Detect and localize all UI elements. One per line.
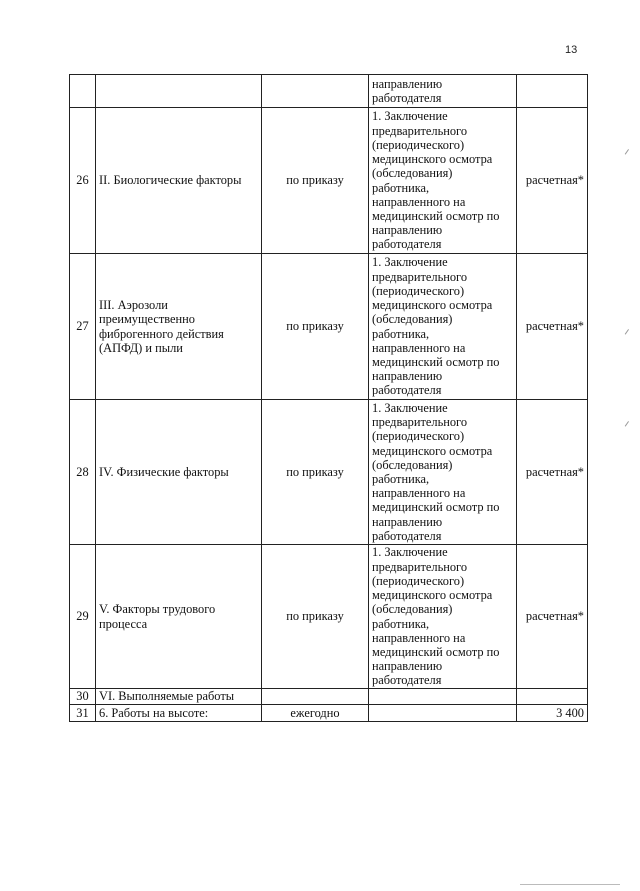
row-number: 30 <box>70 689 96 705</box>
basis-line: направлению <box>372 223 443 238</box>
basis-line: медицинский осмотр по <box>372 500 500 515</box>
basis-cell <box>369 400 517 545</box>
basis-cell <box>369 689 517 705</box>
cost-cell: расчетная* <box>517 400 588 545</box>
scan-speck <box>625 421 633 429</box>
basis-line: (периодического) <box>372 573 465 588</box>
basis-line: (обследования) <box>372 602 453 617</box>
basis-line: (обследования) <box>372 457 453 472</box>
period-cell: по приказу <box>262 254 369 400</box>
basis-cell <box>369 254 517 400</box>
medical-exam-table <box>69 74 588 722</box>
basis-line: работника, <box>372 326 430 341</box>
basis-line: работодателя <box>372 91 442 105</box>
period-cell <box>262 689 369 705</box>
basis-line: 1. Заключение <box>372 109 448 124</box>
basis-line: предварительного <box>372 559 468 574</box>
basis-line: медицинского осмотра <box>372 443 493 458</box>
cost-cell <box>517 75 588 108</box>
basis-line: работодателя <box>372 237 442 252</box>
scan-edge-line <box>520 884 620 885</box>
basis-line: медицинский осмотр по <box>372 354 500 369</box>
basis-line: предварительного <box>372 415 468 430</box>
factor-cell: VI. Выполняемые работы <box>96 689 262 705</box>
basis-line: (периодического) <box>372 429 465 444</box>
basis-line: работодателя <box>372 383 442 398</box>
cost-cell <box>517 689 588 705</box>
basis-line: 1. Заключение <box>372 545 448 560</box>
table-row <box>70 400 588 545</box>
basis-line: (обследования) <box>372 166 453 181</box>
table-row <box>70 108 588 254</box>
basis-line: работника, <box>372 472 430 486</box>
factor-cell <box>96 75 262 108</box>
cost-cell: 3 400 <box>517 705 588 722</box>
row-number: 31 <box>70 705 96 722</box>
row-number: 28 <box>70 400 96 545</box>
basis-line: медицинского осмотра <box>372 152 493 167</box>
basis-line: медицинский осмотр по <box>372 644 500 659</box>
basis-line: медицинского осмотра <box>372 588 493 603</box>
basis-line: направленного на <box>372 194 466 209</box>
basis-line: направлению <box>372 514 443 529</box>
factor-cell: II. Биологические факторы <box>96 108 262 254</box>
page-number: 13 <box>565 44 578 56</box>
table-body <box>70 75 588 722</box>
basis-line: направлению <box>372 369 443 384</box>
basis-line: медицинского осмотра <box>372 298 493 313</box>
basis-line: предварительного <box>372 123 468 138</box>
basis-line: работника, <box>372 616 430 631</box>
table-row <box>70 705 588 722</box>
basis-line: предварительного <box>372 269 468 284</box>
scan-speck <box>625 149 633 157</box>
row-number: 29 <box>70 545 96 689</box>
basis-line: направлению <box>372 659 443 674</box>
basis-line: направленного на <box>372 486 466 501</box>
basis-cell <box>369 75 517 108</box>
period-cell <box>262 75 369 108</box>
basis-line: (обследования) <box>372 312 453 327</box>
table-row <box>70 254 588 400</box>
period-cell: по приказу <box>262 545 369 689</box>
factor-cell: IV. Физические факторы <box>96 400 262 545</box>
cost-cell: расчетная* <box>517 545 588 689</box>
cost-cell: расчетная* <box>517 254 588 400</box>
cost-cell: расчетная* <box>517 108 588 254</box>
row-number: 27 <box>70 254 96 400</box>
basis-line: направлению <box>372 76 443 91</box>
basis-line: (периодического) <box>372 137 465 152</box>
period-cell: по приказу <box>262 108 369 254</box>
basis-line: (периодического) <box>372 283 465 298</box>
basis-cell <box>369 108 517 254</box>
table-row <box>70 689 588 705</box>
basis-cell <box>369 545 517 689</box>
period-cell: ежегодно <box>262 705 369 722</box>
scan-speck <box>625 329 633 337</box>
basis-line: работника, <box>372 180 430 195</box>
basis-line: медицинский осмотр по <box>372 208 500 223</box>
row-number: 26 <box>70 108 96 254</box>
basis-line: 1. Заключение <box>372 255 448 270</box>
basis-line: работодателя <box>372 673 442 688</box>
period-cell: по приказу <box>262 400 369 545</box>
basis-cell <box>369 705 517 722</box>
factor-cell: III. Аэрозоли преимущественно фиброгенного действия (АПФД) и пыли <box>96 254 262 400</box>
table-row <box>70 545 588 689</box>
factor-cell: V. Факторы трудового процесса <box>96 545 262 689</box>
row-number <box>70 75 96 108</box>
basis-line: направленного на <box>372 340 466 355</box>
factor-cell: 6. Работы на высоте: <box>96 705 262 722</box>
basis-line: 1. Заключение <box>372 400 448 415</box>
basis-line: работодателя <box>372 528 442 543</box>
basis-line: направленного на <box>372 630 466 645</box>
table-row <box>70 75 588 108</box>
